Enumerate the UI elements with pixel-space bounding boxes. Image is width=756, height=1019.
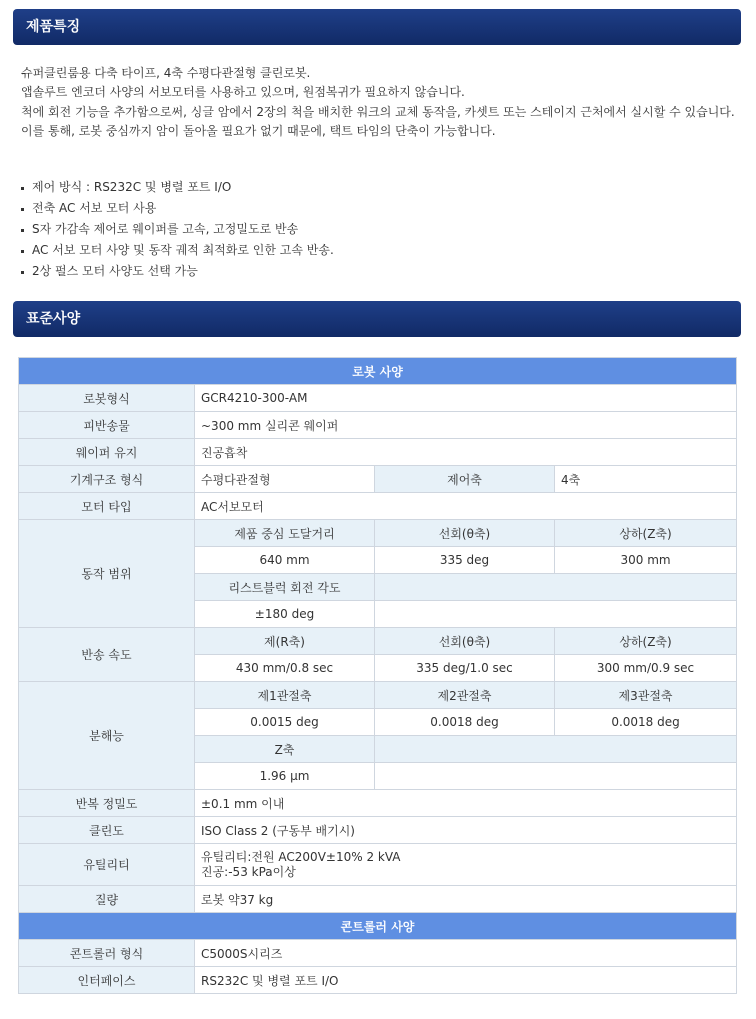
resolution-value: 0.0018 deg — [375, 709, 555, 736]
feature-item: 제어 방식 : RS232C 및 병렬 포트 I/O — [21, 177, 736, 198]
speed-value: 430 mm/0.8 sec — [195, 655, 375, 682]
robot-spec-header: 로봇 사양 — [19, 358, 737, 385]
resolution-value: 0.0018 deg — [555, 709, 737, 736]
range-sub-header: 리스트블럭 회전 각도 — [195, 574, 375, 601]
mech-label: 기계구조 형식 — [19, 466, 195, 493]
table-row — [19, 844, 737, 886]
resolution-sub-header: 제3관절축 — [555, 682, 737, 709]
clean-label: 클린도 — [19, 817, 195, 844]
utility-power: 유틸리티:전원 AC200V±10% 2 kVA — [201, 849, 401, 864]
payload-label: 피반송물 — [19, 412, 195, 439]
repeat-label: 반복 정밀도 — [19, 790, 195, 817]
controller-spec-header: 콘트롤러 사양 — [19, 913, 737, 940]
repeat-value: ±0.1 mm 이내 — [195, 790, 737, 817]
range-sub-header: 선회(θ축) — [375, 520, 555, 547]
speed-value: 335 deg/1.0 sec — [375, 655, 555, 682]
model-value: GCR4210-300-AM — [195, 385, 737, 412]
payload-value: ~300 mm 실리콘 웨이퍼 — [195, 412, 737, 439]
table-header-row — [19, 358, 737, 385]
controller-model-value: C5000S시리즈 — [195, 940, 737, 967]
table-row — [19, 520, 737, 547]
resolution-value: 1.96 μm — [195, 763, 375, 790]
resolution-sub-header: 제1관절축 — [195, 682, 375, 709]
utility-vacuum: 진공:-53 kPa이상 — [201, 864, 296, 879]
empty-cell — [375, 601, 737, 628]
feature-item: 전축 AC 서보 모터 사용 — [21, 198, 736, 219]
mass-value: 로봇 약37 kg — [195, 886, 737, 913]
empty-cell — [375, 574, 737, 601]
axes-label: 제어축 — [375, 466, 555, 493]
range-value: 640 mm — [195, 547, 375, 574]
resolution-label: 분해능 — [19, 682, 195, 790]
intro-line: 슈퍼클린룸용 다축 타이프, 4축 수평다관절형 클린로봇. — [21, 66, 311, 80]
motor-label: 모터 타입 — [19, 493, 195, 520]
intro-line: 이를 통해, 로봇 중심까지 암이 돌아올 필요가 없기 때문에, 택트 타임의 단축이 가능합니다. — [21, 124, 496, 139]
table-header-row — [19, 913, 737, 940]
spec-section-title: 표준사양 — [13, 301, 741, 337]
speed-sub-header: 선회(θ축) — [375, 628, 555, 655]
speed-value: 300 mm/0.9 sec — [555, 655, 737, 682]
feature-item: S자 가감속 제어로 웨이퍼를 고속, 고정밀도로 반송 — [21, 219, 736, 240]
empty-cell — [375, 763, 737, 790]
interface-value: RS232C 및 병렬 포트 I/O — [195, 967, 737, 994]
table-row — [19, 886, 737, 913]
table-row — [19, 967, 737, 994]
table-row — [19, 412, 737, 439]
table-row — [19, 466, 737, 493]
axes-value: 4축 — [555, 466, 737, 493]
mass-label: 질량 — [19, 886, 195, 913]
intro-text — [21, 64, 736, 142]
speed-sub-header: 제(R축) — [195, 628, 375, 655]
utility-value — [195, 844, 737, 886]
holding-label: 웨이퍼 유지 — [19, 439, 195, 466]
range-label: 동작 범위 — [19, 520, 195, 628]
range-value: 300 mm — [555, 547, 737, 574]
table-row — [19, 682, 737, 709]
utility-label: 유틸리티 — [19, 844, 195, 886]
controller-model-label: 콘트롤러 형식 — [19, 940, 195, 967]
table-row — [19, 439, 737, 466]
resolution-value: 0.0015 deg — [195, 709, 375, 736]
feature-item: AC 서보 모터 사양 및 동작 궤적 최적화로 인한 고속 반송. — [21, 240, 736, 261]
table-row — [19, 940, 737, 967]
intro-line: 앱솔루트 엔코더 사양의 서보모터를 사용하고 있으며, 원점복귀가 필요하지 않습니다. — [21, 85, 465, 100]
range-value: 335 deg — [375, 547, 555, 574]
speed-sub-header: 상하(Z축) — [555, 628, 737, 655]
table-row — [19, 628, 737, 655]
features-section-title: 제품특징 — [13, 9, 741, 45]
range-value: ±180 deg — [195, 601, 375, 628]
motor-value: AC서보모터 — [195, 493, 737, 520]
range-sub-header: 제품 중심 도달거리 — [195, 520, 375, 547]
intro-line: 척에 회전 기능을 추가함으로써, 싱글 암에서 2장의 척을 배치한 워크의 교체 동작을, 카셋트 또는 스테이지 근처에서 실시할 수 있습니다. — [21, 104, 735, 119]
table-row — [19, 817, 737, 844]
speed-label: 반송 속도 — [19, 628, 195, 682]
resolution-sub-header: Z축 — [195, 736, 375, 763]
table-row — [19, 385, 737, 412]
model-label: 로봇형식 — [19, 385, 195, 412]
spec-table — [18, 357, 737, 994]
feature-item: 2상 펄스 모터 사양도 선택 가능 — [21, 261, 736, 282]
clean-value: ISO Class 2 (구동부 배기시) — [195, 817, 737, 844]
table-row — [19, 790, 737, 817]
range-sub-header: 상하(Z축) — [555, 520, 737, 547]
holding-value: 진공흡착 — [195, 439, 737, 466]
feature-list — [21, 177, 736, 282]
mech-value: 수평다관절형 — [195, 466, 375, 493]
empty-cell — [375, 736, 737, 763]
table-row — [19, 493, 737, 520]
resolution-sub-header: 제2관절축 — [375, 682, 555, 709]
interface-label: 인터페이스 — [19, 967, 195, 994]
